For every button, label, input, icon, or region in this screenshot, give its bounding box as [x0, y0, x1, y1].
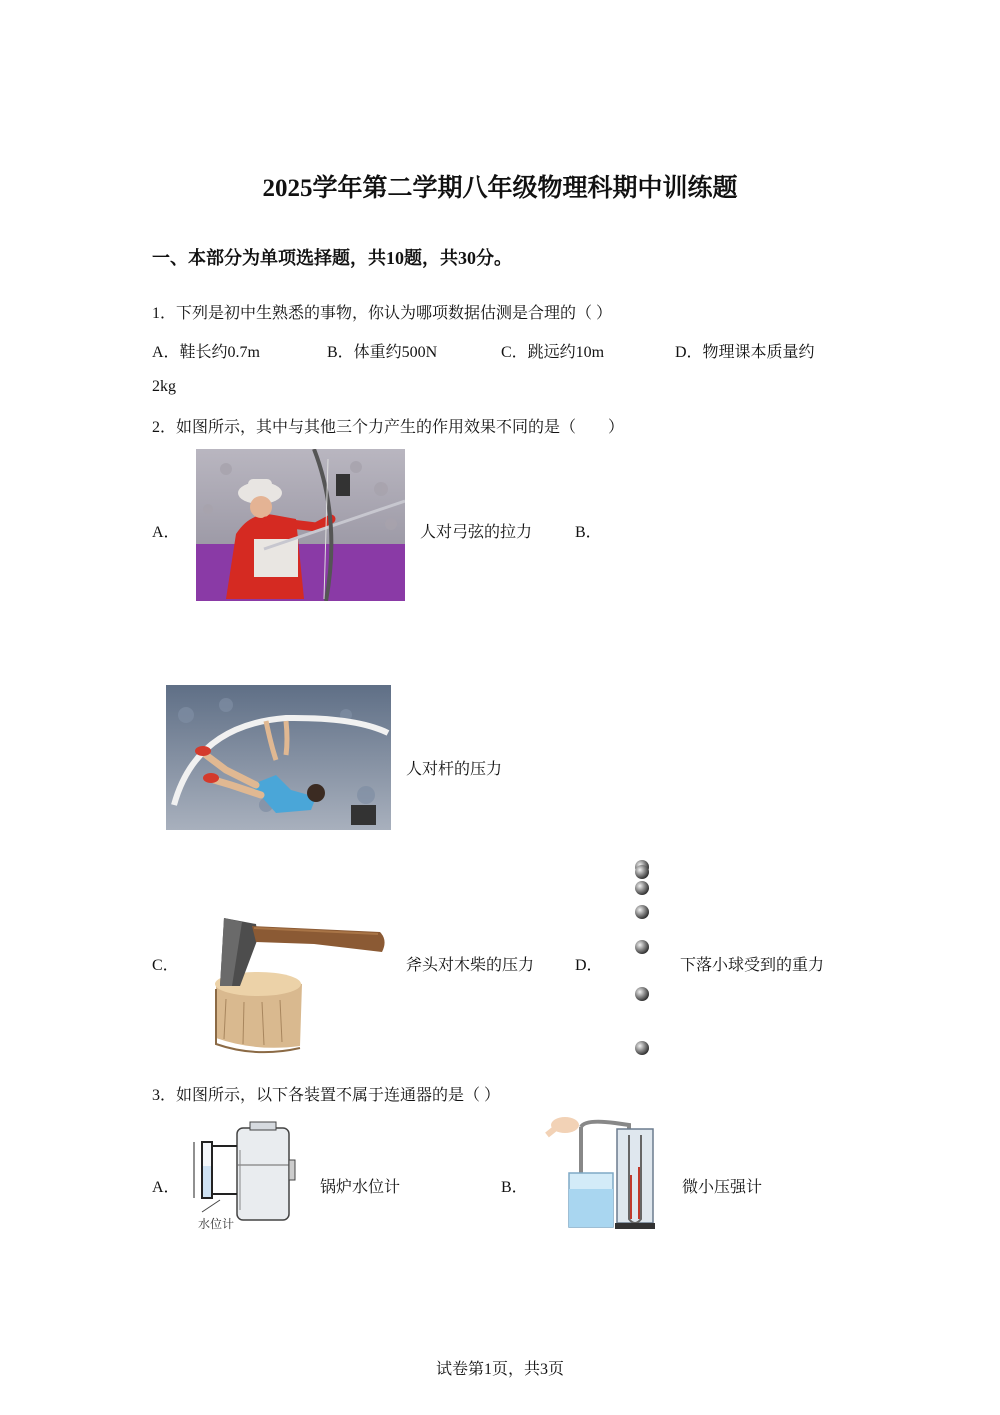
page-footer: 试卷第1页，共3页 [435, 1361, 564, 1378]
q2-option-c-caption: 斧头对木柴的压力 [406, 957, 535, 974]
pole-vault-photo [166, 685, 391, 830]
q2-option-b-letter: B． [575, 524, 602, 541]
q1-stem: 1．下列是初中生熟悉的事物，你认为哪项数据估测是合理的（ ） [152, 305, 613, 322]
q1-option-a: A．鞋长约0.7m [152, 344, 261, 361]
q3-option-a-caption: 锅炉水位计 [320, 1179, 401, 1196]
q3-option-b-letter: B． [501, 1179, 528, 1196]
q2-stem: 2．如图所示，其中与其他三个力产生的作用效果不同的是（ ） [152, 419, 625, 436]
q3-option-b-caption: 微小压强计 [682, 1179, 763, 1196]
micro-pressure-gauge-diagram [545, 1115, 660, 1235]
q1-option-d-continued: 2kg [152, 378, 176, 395]
q3-stem: 3．如图所示，以下各装置不属于连通器的是（ ） [152, 1087, 501, 1104]
q2-option-d-caption: 下落小球受到的重力 [680, 957, 825, 974]
q2-option-b-caption: 人对杆的压力 [406, 761, 503, 778]
water-gauge-label: 水位计 [198, 1217, 235, 1231]
axe-log-picture [196, 914, 391, 1058]
q1-option-d: D．物理课本质量约 [675, 344, 815, 361]
falling-ball-strobe-picture [630, 858, 655, 1058]
archer-photo [196, 449, 405, 601]
q1-option-c: C．跳远约10m [501, 344, 605, 361]
boiler-water-gauge-diagram [190, 1120, 300, 1235]
q2-option-a-letter: A． [152, 524, 180, 541]
page-title: 2025学年第二学期八年级物理科期中训练题 [262, 175, 738, 202]
q2-option-a-caption: 人对弓弦的拉力 [420, 524, 533, 541]
q3-option-a-letter: A． [152, 1179, 180, 1196]
section-heading: 一、本部分为单项选择题，共10题，共30分。 [152, 248, 512, 268]
q2-option-c-letter: C． [152, 957, 179, 974]
q1-option-b: B．体重约500N [327, 344, 438, 361]
q2-option-d-letter: D． [575, 957, 603, 974]
